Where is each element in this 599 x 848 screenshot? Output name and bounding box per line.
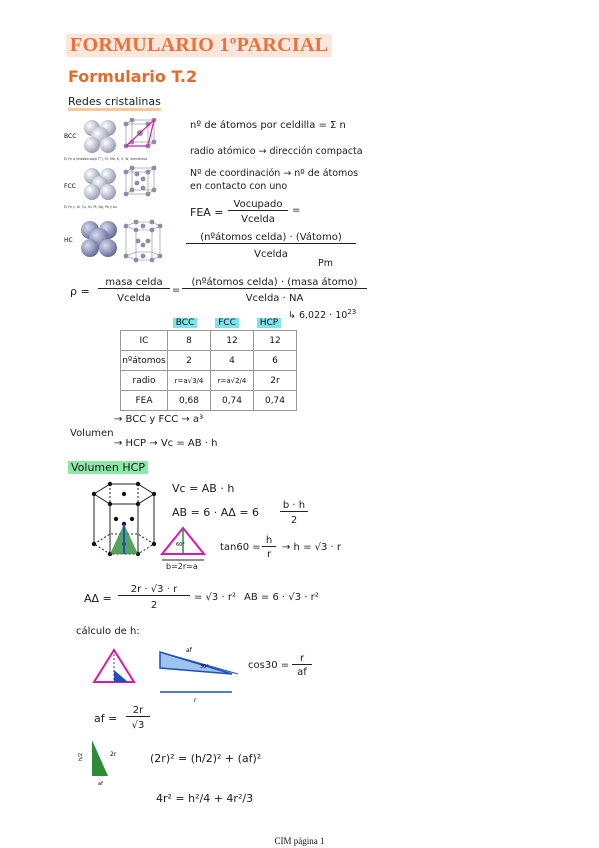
pythagoras: (2r)² = (h/2)² + (af)² — [150, 752, 262, 765]
svg-text:af: af — [98, 781, 103, 787]
cos-num: r — [292, 653, 312, 665]
subsection-title: Redes cristalinas — [68, 95, 161, 111]
geometry-figures — [90, 644, 250, 709]
svg-text:30°: 30° — [200, 664, 209, 670]
af-den: √3 — [131, 720, 145, 731]
page-footer: CIM página 1 — [274, 836, 325, 846]
hcp-eq2-num: b · h — [280, 500, 308, 512]
hcp-eq2-den: 2 — [290, 515, 298, 526]
svg-text:2r: 2r — [110, 751, 117, 758]
ad-den: 2 — [150, 600, 158, 611]
properties-table — [120, 330, 297, 411]
volume-label: Volumen — [70, 428, 114, 439]
svg-text:h/2: h/2 — [78, 752, 84, 761]
avogadro: ↳ $6,022 \cdot 10^{23}$ — [288, 308, 357, 322]
pythagoras-2: 4r² = h²/4 + 4r²/3 — [156, 792, 254, 805]
fea-equals: = — [292, 205, 301, 216]
page-title: FORMULARIO 1ºPARCIAL — [66, 34, 332, 57]
table-row: FEA 0,68 0,74 0,74 — [121, 391, 297, 411]
density-num2: (nºátomos celda) · (masa átomo) — [182, 277, 367, 289]
bcc-caption: E) Fe α (estable bajo T°), Cr, Mo, K, V, W, elementos — [64, 157, 148, 161]
volume-bcc-fcc: → BCC y FCC → a³ — [114, 414, 204, 425]
hcp-eq1: Vc = AB · h — [172, 482, 235, 495]
svg-text:r: r — [194, 697, 197, 704]
tan-den: r — [266, 549, 272, 560]
col-header-hcp: HCP — [257, 318, 281, 328]
density-equals: = — [172, 285, 181, 296]
density-den2: Vcelda · NA — [245, 293, 304, 304]
fea-num2: (nºátomos celda) · (Vátomo) — [186, 232, 356, 244]
fea-label: FEA = — [190, 206, 224, 219]
hc-spheres — [81, 221, 117, 257]
right-triangle-illustration — [74, 738, 134, 788]
density-lhs: ρ = — [70, 285, 90, 298]
table-row: nºátomos 2 4 6 — [121, 351, 297, 371]
tan-result: → h = √3 · r — [282, 542, 342, 553]
crystal-structures-illustration — [64, 118, 184, 278]
af-num: 2r — [126, 705, 150, 717]
hcp-eq2-lhs: AB = 6 · AΔ = 6 — [172, 506, 260, 519]
note-atoms-per-cell: nº de átomos por celdilla = Σ n — [190, 120, 346, 131]
col-header-bcc: BCC — [173, 318, 198, 328]
af-label: af = — [94, 712, 118, 725]
ad-result: = √3 · r² — [194, 592, 236, 603]
tan-num: h — [262, 535, 276, 547]
cos-den: af — [297, 667, 307, 678]
ad-label: AΔ = — [84, 592, 112, 605]
hcp-prism-illustration — [86, 478, 166, 568]
bcc-spheres — [84, 120, 116, 153]
section-title: Formulario T.2 — [68, 67, 198, 86]
fcc-caption: E) Fe γ, Al, Cu, Ni, Pt, Ag, Pb y Au — [64, 205, 117, 209]
bcc-label: BCC — [64, 133, 77, 140]
col-header-fcc: FCC — [215, 318, 239, 328]
tan-label: tan60 = — [220, 542, 261, 553]
cos-label: cos30 = — [248, 660, 290, 671]
svg-text:af: af — [186, 647, 192, 654]
calc-h-label: cálculo de h: — [76, 626, 140, 637]
table-row: IC 8 12 12 — [121, 331, 297, 351]
fea-numerator: Vocupado — [228, 199, 288, 211]
crystal-figures — [64, 118, 184, 283]
ad-num: 2r · √3 · r — [118, 584, 190, 596]
properties-table-wrap — [120, 318, 297, 411]
hcp-prism-figure — [86, 478, 166, 573]
pm-label: Pm — [318, 258, 333, 269]
table-row: radio r=a√3/4 r=a√2/4 2r — [121, 371, 297, 391]
ab-result: AB = 6 · √3 · r² — [244, 592, 319, 603]
fea-denominator: Vcelda — [241, 214, 275, 225]
fcc-spheres — [84, 168, 116, 200]
b-label: b=2r=a — [166, 562, 198, 571]
hc-label: HC — [64, 237, 73, 244]
fcc-label: FCC — [64, 183, 76, 190]
fea-den2: Vcelda — [254, 249, 288, 260]
volume-hcp: → HCP → Vc = AB · h — [114, 438, 218, 449]
svg-text:60°: 60° — [176, 542, 185, 548]
note-coordination: Nº de coordinación → nº de átomos — [190, 168, 359, 179]
hcp-heading: Volumen HCP — [68, 461, 148, 474]
note-atomic-radius: radio atómico → dirección compacta — [190, 146, 363, 157]
geometry-illustration — [90, 644, 250, 704]
note-coordination-2: en contacto con uno — [190, 181, 288, 192]
density-num1: masa celda — [98, 277, 170, 289]
density-den1: Vcelda — [117, 293, 151, 304]
right-triangle-figure — [74, 738, 134, 793]
